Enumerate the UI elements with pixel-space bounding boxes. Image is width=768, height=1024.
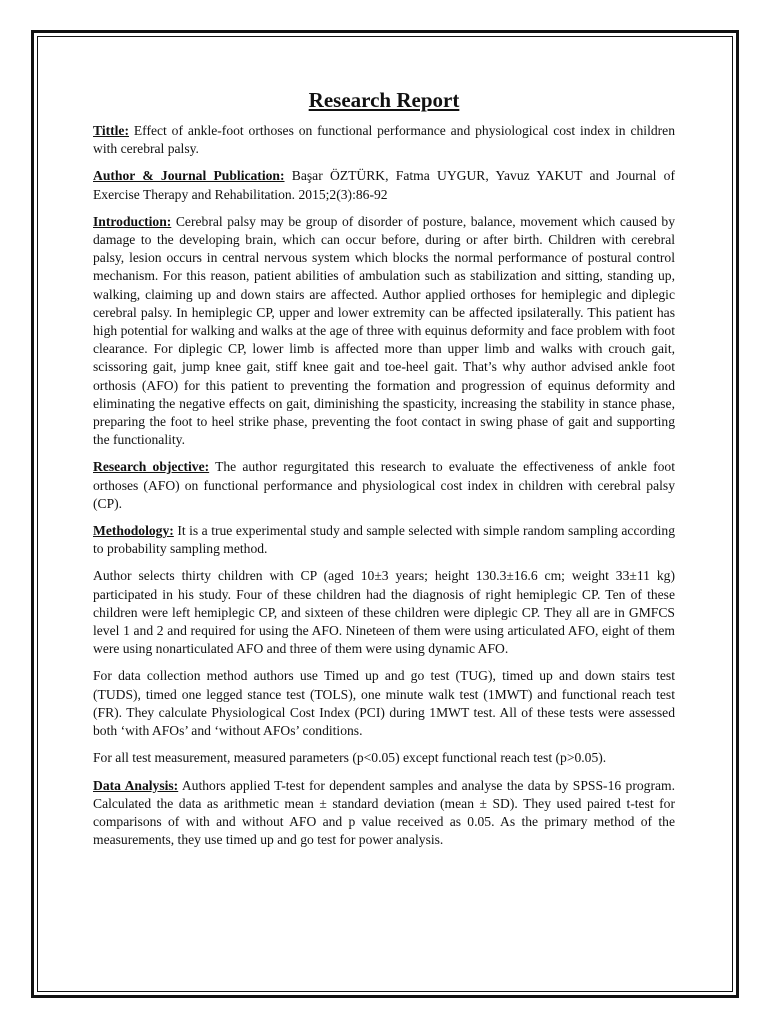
methodology-paragraph bbox=[93, 522, 675, 558]
report-body bbox=[93, 86, 675, 858]
title-text: Effect of ankle-foot orthoses on functional performance and physiological cost index in children with cerebral palsy. bbox=[93, 123, 675, 157]
introduction-paragraph bbox=[93, 213, 675, 450]
measurement-paragraph: For all test measurement, measured parameters (p<0.05) except functional reach test (p>0.05). bbox=[93, 750, 607, 766]
title-label: Tittle: bbox=[93, 123, 129, 138]
objective-paragraph bbox=[93, 458, 675, 513]
author-text: Başar ÖZTÜRK, Fatma UYGUR, Yavuz YAKUT and Journal of Exercise Therapy and Rehabilitation. 2015;2(3):86-92 bbox=[93, 168, 675, 202]
title-paragraph bbox=[93, 122, 675, 158]
analysis-text: Authors applied T-test for dependent samples and analyse the data by SPSS-16 program. Calculated the data as arithmetic mean ± standard deviation (mean ± SD). They used paired t-test for comparisons of with and without AFO and p value received as 0.05. As the primary method of the measurements, they use timed up and go test for power analysis. bbox=[93, 777, 675, 848]
author-label: Author & Journal Publication: bbox=[93, 168, 285, 184]
report-heading: Research Report bbox=[308, 88, 460, 112]
methodology-label: Methodology: bbox=[93, 523, 174, 539]
objective-label: Research objective: bbox=[93, 459, 210, 475]
objective-text: The author regurgitated this research to evaluate the effectiveness of ankle foot orthoses (AFO) on functional performance and physiological cost index in children with cerebral palsy (CP). bbox=[93, 459, 675, 511]
author-paragraph bbox=[93, 167, 675, 203]
collection-paragraph: For data collection method authors use Timed up and go test (TUG), timed up and down stairs test (TUDS), timed one legged stance test (TOLS), one minute walk test (1MWT) and functional reach test (FR). They calculate Physiological Cost Index (PCI) during 1MWT test. All of these tests were assessed both ‘with AFOs’ and ‘without AFOs’ conditions. bbox=[93, 668, 675, 739]
introduction-label: Introduction: bbox=[93, 213, 172, 229]
introduction-text: Cerebral palsy may be group of disorder of posture, balance, movement which caused by damage to the developing brain, which can occur before, during or after birth. Children with cerebral palsy, lesion occurs in central nervous system which blocks the normal performance of postural control mechanism. For this reason, patient abilities of ambulation such as stabilization and sitting, standing up, walking, claiming up and down stairs are affected. Author applied orthoses for hemiplegic and diplegic cerebral palsy. In hemiplegic CP, upper and lower extremity can be affected ipsilaterally. This patient has high potential for walking and walks at the age of three with equinus deformity and face problem with foot clearance. For diplegic CP, lower limb is affected more than upper limb and walks with crouch gait, scissoring gait, jump knee gait, stiff knee gait and toe-heel gait. That’s why author advised ankle foot orthosis (AFO) for this patient to preventing the formation and progression of equinus deformity and eliminating the negative effects on gait, diminishing the spasticity, increasing the stability in stance phase, preparing the foot to heel strike phase, preventing the foot contact in swing phase of gait and supporting the functionality. bbox=[93, 213, 675, 448]
analysis-label: Data Analysis: bbox=[93, 777, 179, 793]
sample-paragraph: Author selects thirty children with CP (aged 10±3 years; height 130.3±16.6 cm; weight 33±11 kg) participated in his study. Four of these children had the diagnosis of right hemiplegic CP. Ten of these children were left hemiplegic CP, and sixteen of these children were diplegic CP. They all are in GMFCS level 1 and 2 and required for using the AFO. Nineteen of them were using articulated AFO, eight of them were using nonarticulated AFO and three of them were using dynamic AFO. bbox=[93, 568, 675, 657]
methodology-text: It is a true experimental study and sample selected with simple random sampling according to probability sampling method. bbox=[93, 523, 675, 557]
analysis-paragraph bbox=[93, 777, 675, 850]
